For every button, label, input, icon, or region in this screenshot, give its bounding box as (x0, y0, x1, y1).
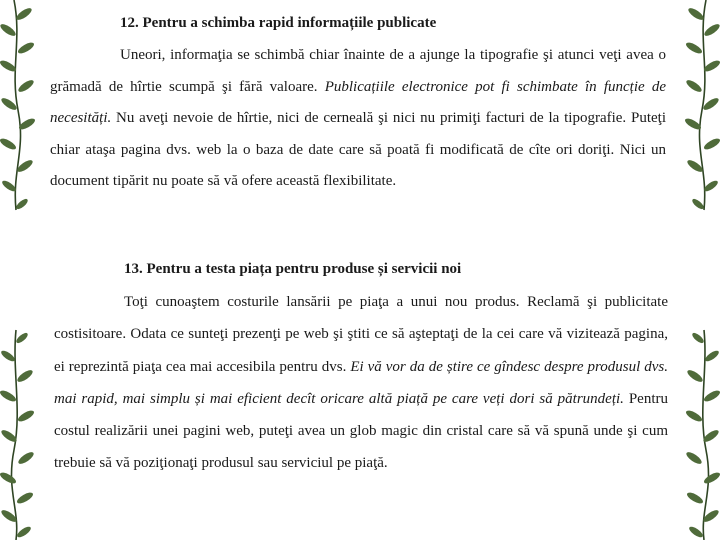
section-13-italic-text: Ei vă vor da de știre ce gîndesc despre produsul dvs. mai rapid, mai simplu și mai eficient decît oricare altă piață pe care veți dori să pătrundeți. (54, 358, 668, 407)
section-13-paragraph (54, 286, 668, 480)
section-12-heading: 12. Pentru a schimba rapid informațiile publicate (120, 15, 437, 31)
left-vine-decoration (0, 0, 44, 540)
section-13-heading: 13. Pentru a testa piața pentru produse și servicii noi (124, 261, 462, 277)
section-12-text-1: Uneori, informaţia se schimbă chiar înainte de a ajunge la tipografie şi atunci veţi avea o grămadă de hîrtie scumpă şi fără valoare. (50, 47, 666, 95)
section-12 (50, 12, 666, 198)
section-12-paragraph (50, 40, 666, 198)
section-13-text-2: Pentru costul realizării unei pagini web, puteţi avea un glob magic din cristal care să vă spună unde şi cum trebuie să vă poziţionaţi produsul sau serviciul pe piaţă. (54, 390, 668, 472)
section-13-text-1: Toţi cunoaştem costurile lansării pe piaţa a unui nou produs. Reclamă şi publicitate costisitoare. Odata ce sunteţi prezenţi pe web şi ştiti ce să aşteptaţi de la cei care vă vizitează pagina, ei reprezintă piaţa cea mai accesibila pentru dvs. (54, 294, 668, 375)
section-12-italic-text: Publicațiile electronice pot fi schimbate în funcție de necesități. (50, 78, 666, 126)
section-12-text-2: Nu aveţi nevoie de hîrtie, nici de cerneală şi nici nu primiţi facturi de la tipografie. Puteţi chiar ataşa pagina dvs. web la o baza de date care să poată fi modificată de cîte ori doriţi. Nici un document tipărit nu poate să vă ofere această flexibilitate. (50, 110, 666, 189)
right-vine-decoration (676, 0, 720, 540)
section-13 (54, 258, 668, 480)
